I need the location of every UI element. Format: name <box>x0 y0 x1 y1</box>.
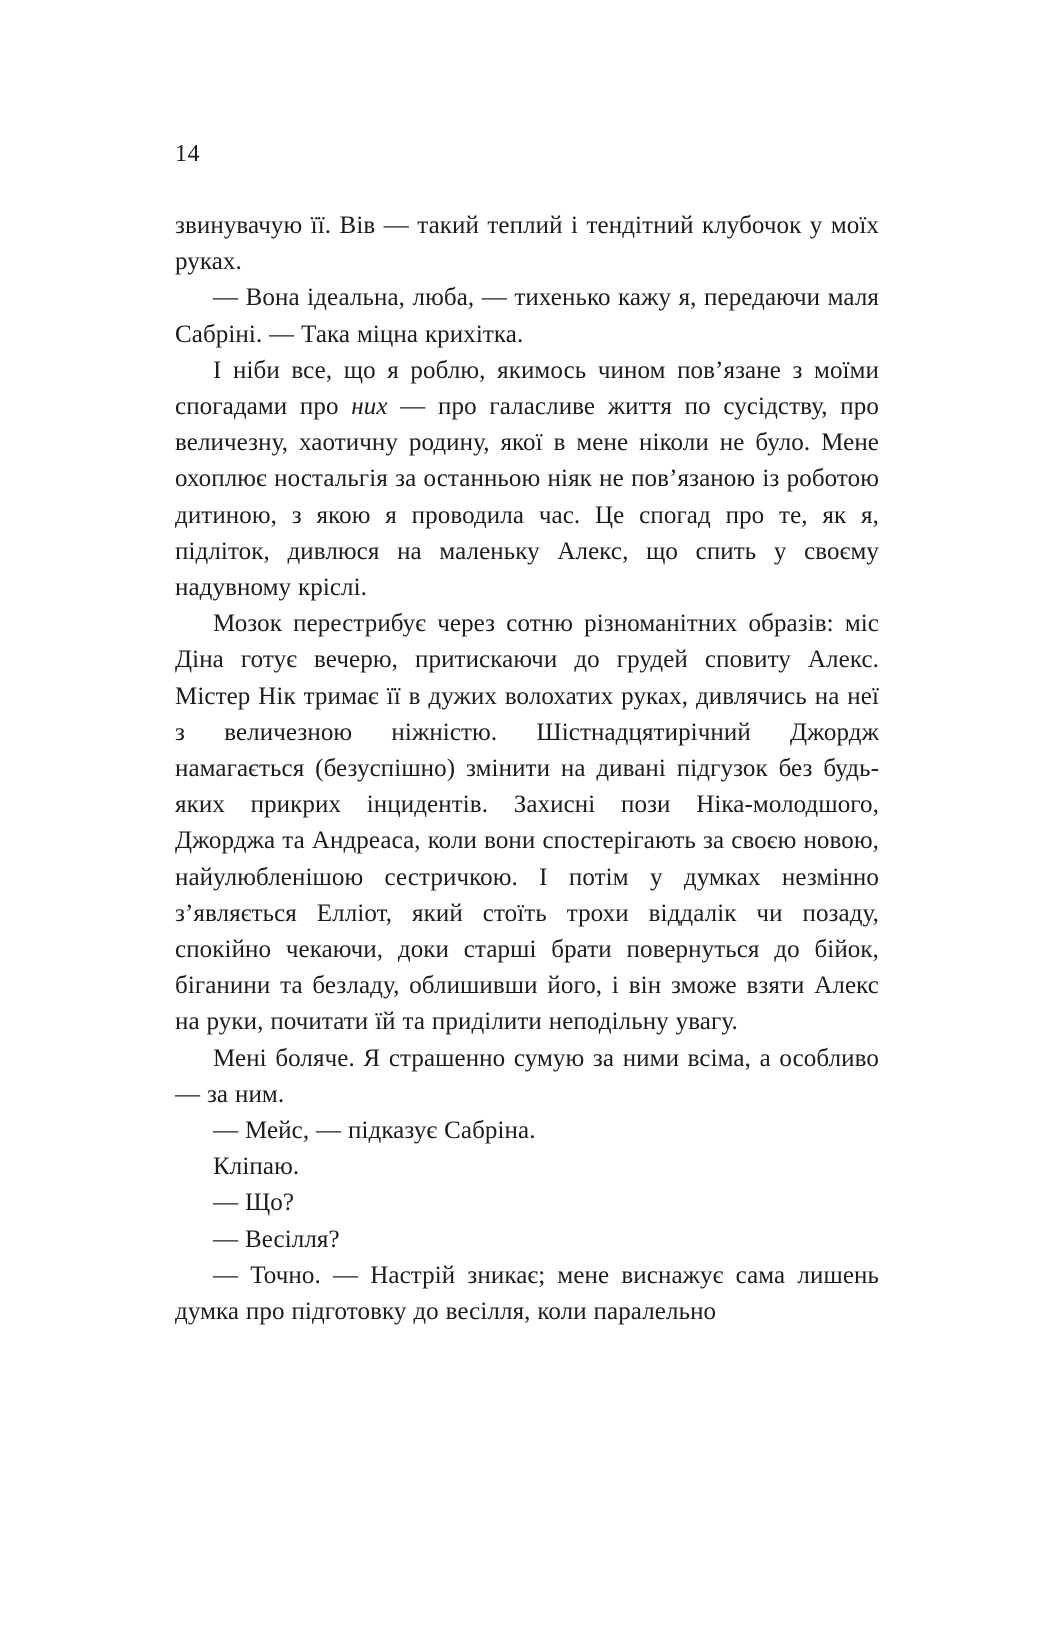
paragraph-segment: І ніби все, що я роблю, якимось чином пов’язане з моїми спогадами про <box>175 356 879 421</box>
paragraph-segment-italic: них <box>351 393 388 421</box>
body-text <box>175 208 879 1330</box>
paragraph-segment: — про галасливе життя по сусідству, про величезну, хаотичну родину, якої в мене ніколи не було. Мене охоплює ностальгія за останньою ніяк не пов’язаною із роботою дитиною, з якою я проводила час. Це спогад про те, як я, підліток, дивлюся на маленьку Алекс, що спить у своєму надувному кріслі. <box>175 393 879 602</box>
paragraph: Мозок перестрибує через сотню різноманітних образів: міс Діна готує вечерю, притискаючи до грудей сповиту Алекс. Містер Нік тримає її в дужих волохатих руках, дивлячись на неї з величезною ніжністю. Шістнадцятирічний Джордж намагається (безуспішно) змінити на дивані підгузок без будь-яких прикрих інцидентів. Захисні пози Ніка-молодшого, Джорджа та Андреаса, коли вони спостерігають за своєю новою, найулюбленішою сестричкою. І потім у думках незмінно з’являється Елліот, який стоїть трохи віддалік чи позаду, спокійно чекаючи, доки старші брати повернуться до бійок, біганини та безладу, облишивши його, і він зможе взяти Алекс на руки, почитати їй та приділити неподільну увагу. <box>175 610 879 1036</box>
page-number: 14 <box>175 141 200 167</box>
paragraph: Мені боляче. Я страшенно сумую за ними всіма, а особливо — за ним. <box>175 1044 879 1108</box>
paragraph: — Весілля? <box>213 1225 340 1253</box>
paragraph: — Вона ідеальна, люба, — тихенько кажу я, передаючи маля Сабріні. — Така міцна крихітка. <box>175 284 879 348</box>
book-page <box>175 140 879 1330</box>
paragraph <box>175 353 879 606</box>
paragraph: звинувачую її. Вів — такий теплий і тендітний клубочок у моїх руках. <box>175 212 879 276</box>
paragraph: Кліпаю. <box>213 1153 300 1181</box>
paragraph: — Що? <box>213 1189 295 1217</box>
paragraph: — Точно. — Настрій зникає; мене виснажує сама лишень думка про підготовку до весілля, коли паралельно <box>175 1261 879 1326</box>
paragraph: — Мейс, — підказує Сабріна. <box>213 1117 536 1145</box>
